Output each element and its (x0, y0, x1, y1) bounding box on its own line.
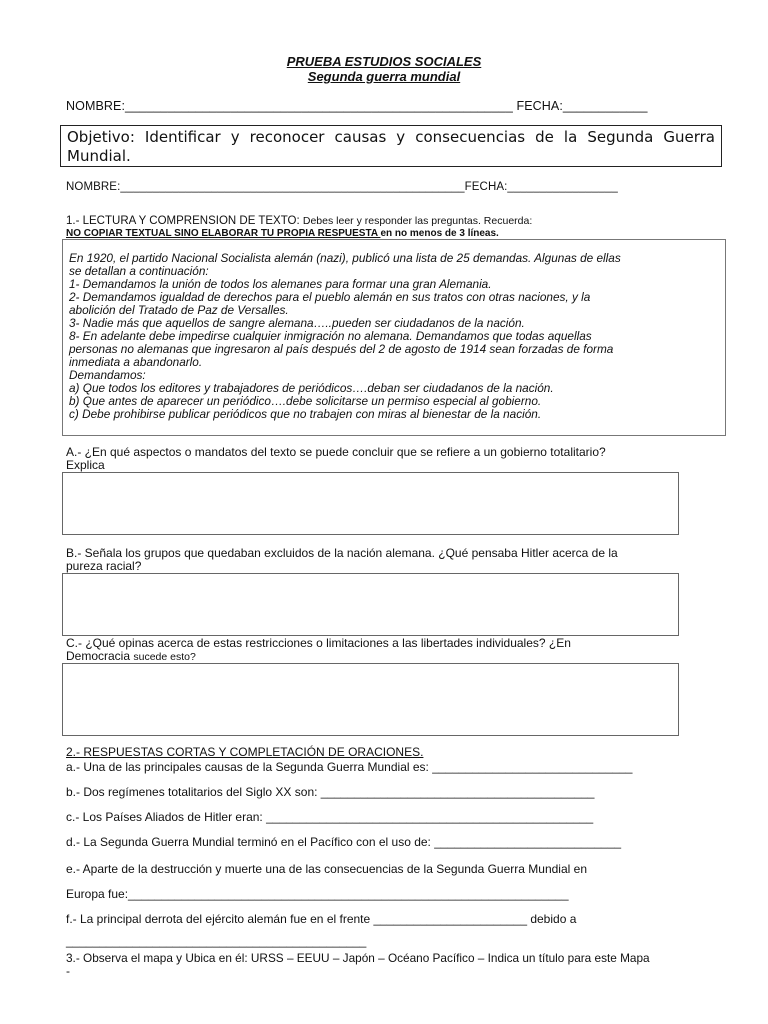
reading-line: b) Que antes de aparecer un periódico….debe solicitarse un permiso especial al gobierno. (69, 394, 542, 408)
section3-dash: - (66, 964, 70, 978)
reading-line: c) Debe prohibirse publicar periódicos que no trabajen con miras al bienestar de la nación. (69, 407, 542, 421)
question-a-line1: A.- ¿En qué aspectos o mandatos del texto se puede concluir que se refiere a un gobierno totalitario? (66, 445, 606, 459)
reading-line: En 1920, el partido Nacional Socialista alemán (nazi), publicó una lista de 25 demandas. Algunas de ellas (69, 251, 621, 265)
answer-box-a[interactable] (62, 472, 679, 535)
reading-line: inmediata a abandonarlo. (69, 355, 203, 369)
section1-instruction (66, 228, 499, 239)
question-c-rest: sucede esto? (133, 651, 196, 663)
name-date-line-2: NOMBRE:_____________________________________________________FECHA:_________________ (66, 181, 618, 193)
section1-heading-note: Debes leer y responder las preguntas. Recuerda: (302, 215, 533, 227)
reading-line: se detallan a continuación: (69, 264, 209, 278)
reading-line: 2- Demandamos igualdad de derechos para el pueblo alemán en sus tratos con otras naciones, y la (69, 290, 591, 304)
section1-heading (66, 215, 532, 227)
document-title: PRUEBA ESTUDIOS SOCIALES (286, 54, 482, 69)
section1-title: 1.- LECTURA Y COMPRENSION DE TEXTO: (66, 215, 303, 227)
section2-item-f-line2: _____________________________________________ (66, 934, 367, 948)
section2-item-c: c.- Los Países Aliados de Hitler eran: _________________________________________________ (66, 810, 594, 824)
reading-line: Demandamos: (69, 368, 146, 382)
instruction-rest: en no menos de 3 líneas. (380, 228, 499, 239)
document-subtitle: Segunda guerra mundial (307, 69, 461, 84)
instruction-emphasis: NO COPIAR TEXTUAL SINO ELABORAR TU PROPIA RESPUESTA (66, 228, 381, 239)
reading-line: a) Que todos los editores y trabajadores de periódicos….deban ser ciudadanos de la nación. (69, 381, 554, 395)
section2-item-e-line2: Europa fue:__________________________________________________________________ (66, 887, 569, 901)
question-a-line2: Explica (66, 458, 105, 472)
reading-line: 3- Nadie más que aquellos de sangre alemana…..pueden ser ciudadanos de la nación. (69, 316, 525, 330)
section2-item-a: a.- Una de las principales causas de la Segunda Guerra Mundial es: ______________________________ (66, 760, 633, 774)
question-c-line1: C.- ¿Qué opinas acerca de estas restricciones o limitaciones a las libertades individuales? ¿En (66, 636, 571, 650)
answer-box-c[interactable] (62, 663, 679, 736)
section2-item-b: b.- Dos regímenes totalitarios del Siglo XX son: _________________________________________ (66, 785, 595, 799)
reading-line: personas no alemanas que ingresaron al país después del 2 de agosto de 1914 sean forzadas de forma (69, 342, 614, 356)
section2-heading: 2.- RESPUESTAS CORTAS Y COMPLETACIÓN DE ORACIONES. (66, 745, 424, 759)
section2-item-d: d.- La Segunda Guerra Mundial terminó en el Pacífico con el uso de: ____________________________ (66, 835, 622, 849)
objetivo-box: Objetivo: Identificar y reconocer causas y consecuencias de la Segunda Guerra Mundial. (60, 125, 722, 167)
question-b-line1: B.- Señala los grupos que quedaban excluidos de la nación alemana. ¿Qué pensaba Hitler acerca de la (66, 546, 618, 560)
reading-line: 8- En adelante debe impedirse cualquier inmigración no alemana. Demandamos que todas aquellas (69, 329, 592, 343)
section2-item-f-line1: f.- La principal derrota del ejército alemán fue en el frente _______________________ debido a (66, 912, 577, 926)
answer-box-b[interactable] (62, 573, 679, 636)
section2-item-e-line1: e.- Aparte de la destrucción y muerte una de las consecuencias de la Segunda Guerra Mundial en (66, 862, 587, 876)
question-c-line2 (66, 650, 196, 664)
question-c-word: Democracia (66, 649, 134, 663)
question-b-line2: pureza racial? (66, 559, 142, 573)
name-date-line-1: NOMBRE:_______________________________________________________ FECHA:____________ (66, 99, 648, 113)
reading-line: abolición del Tratado de Paz de Versalles. (69, 303, 289, 317)
reading-line: 1- Demandamos la unión de todos los alemanes para formar una gran Alemania. (69, 277, 492, 291)
section3-line: 3.- Observa el mapa y Ubica en él: URSS – EEUU – Japón – Océano Pacífico – Indica un título para este Mapa (66, 951, 650, 965)
reading-text-box (62, 239, 726, 436)
